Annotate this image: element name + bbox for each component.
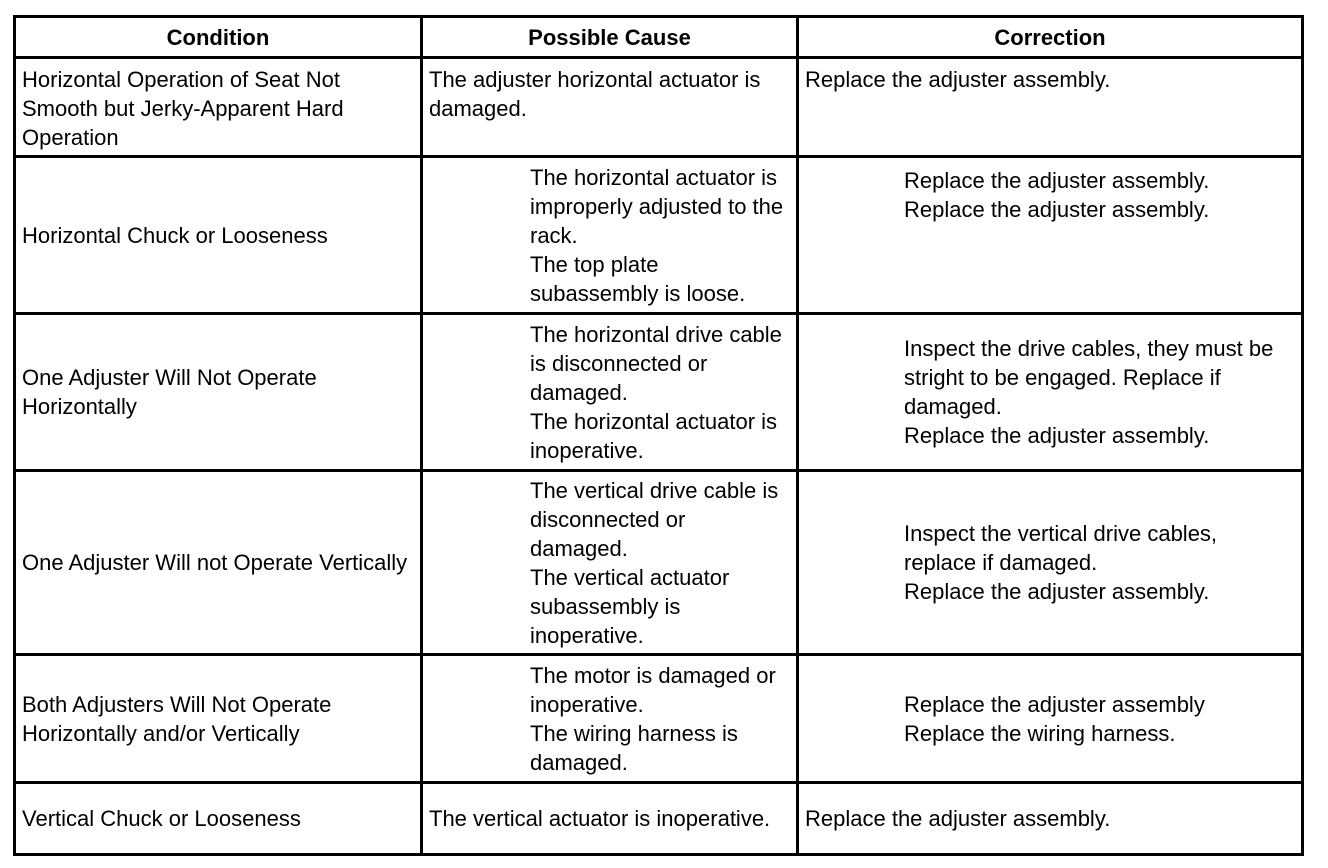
table-row xyxy=(15,655,1303,783)
header-correction: Correction xyxy=(798,17,1303,58)
correction-cell xyxy=(798,58,1303,157)
correction-cell xyxy=(798,314,1303,471)
diagnosis-table xyxy=(13,15,1304,856)
cause-text: The vertical actuator subassembly is inoperative. xyxy=(530,564,736,648)
condition-cell xyxy=(15,58,422,157)
condition-cell xyxy=(15,157,422,314)
correction-cell xyxy=(798,655,1303,783)
cause-text: The horizontal drive cable is disconnected or damaged. xyxy=(530,321,789,405)
correction-text: Replace the adjuster assembly. xyxy=(904,197,1210,222)
condition-text: Both Adjusters Will Not Operate Horizontally and/or Vertically xyxy=(22,691,338,746)
condition-cell xyxy=(15,655,422,783)
cause-text: The vertical drive cable is disconnected or damaged. xyxy=(530,477,785,561)
correction-text: Inspect the vertical drive cables, replace if damaged. xyxy=(904,521,1224,575)
correction-cell xyxy=(798,157,1303,314)
cause-text: The vertical actuator is inoperative. xyxy=(429,806,771,831)
cause-text: The adjuster horizontal actuator is damaged. xyxy=(429,67,767,121)
correction-cell xyxy=(798,471,1303,655)
correction-text: Replace the adjuster assembly. xyxy=(805,67,1111,92)
cause-cell xyxy=(422,157,798,314)
cause-text: The horizontal actuator is improperly adjusted to the rack. xyxy=(530,164,790,248)
cause-cell xyxy=(422,314,798,471)
condition-cell xyxy=(15,314,422,471)
condition-text: One Adjuster Will Not Operate Horizontally xyxy=(22,365,323,419)
condition-cell xyxy=(15,783,422,855)
condition-text: Horizontal Operation of Seat Not Smooth but Jerky-Apparent Hard Operation xyxy=(22,67,350,150)
cause-cell xyxy=(422,783,798,855)
table-row xyxy=(15,157,1303,314)
cause-text: The horizontal actuator is inoperative. xyxy=(530,408,784,463)
cause-cell xyxy=(422,471,798,655)
correction-text: Replace the adjuster assembly. xyxy=(805,806,1111,831)
condition-text: One Adjuster Will not Operate Vertically xyxy=(22,550,408,575)
correction-cell xyxy=(798,783,1303,855)
cause-text: The wiring harness is damaged. xyxy=(530,720,744,775)
correction-text: Replace the wiring harness. xyxy=(904,720,1176,746)
table-row xyxy=(15,314,1303,471)
cause-text: The top plate subassembly is loose. xyxy=(530,251,746,306)
table-row xyxy=(15,783,1303,855)
correction-text: Inspect the drive cables, they must be stright to be engaged. Replace if damaged. xyxy=(904,336,1280,419)
correction-text: Replace the adjuster assembly. xyxy=(904,579,1210,604)
condition-text: Horizontal Chuck or Looseness xyxy=(22,222,328,248)
correction-text: Replace the adjuster assembly. xyxy=(904,168,1210,193)
correction-text: Replace the adjuster assembly. xyxy=(904,423,1210,448)
cause-text: The motor is damaged or inoperative. xyxy=(530,662,782,717)
header-possible-cause: Possible Cause xyxy=(422,17,798,58)
header-row xyxy=(15,17,1303,58)
table-row xyxy=(15,471,1303,655)
cause-cell xyxy=(422,58,798,157)
condition-cell xyxy=(15,471,422,655)
cause-cell xyxy=(422,655,798,783)
correction-text: Replace the adjuster assembly xyxy=(904,691,1205,717)
condition-text: Vertical Chuck or Looseness xyxy=(22,806,301,831)
header-condition: Condition xyxy=(15,17,422,58)
table-row xyxy=(15,58,1303,157)
